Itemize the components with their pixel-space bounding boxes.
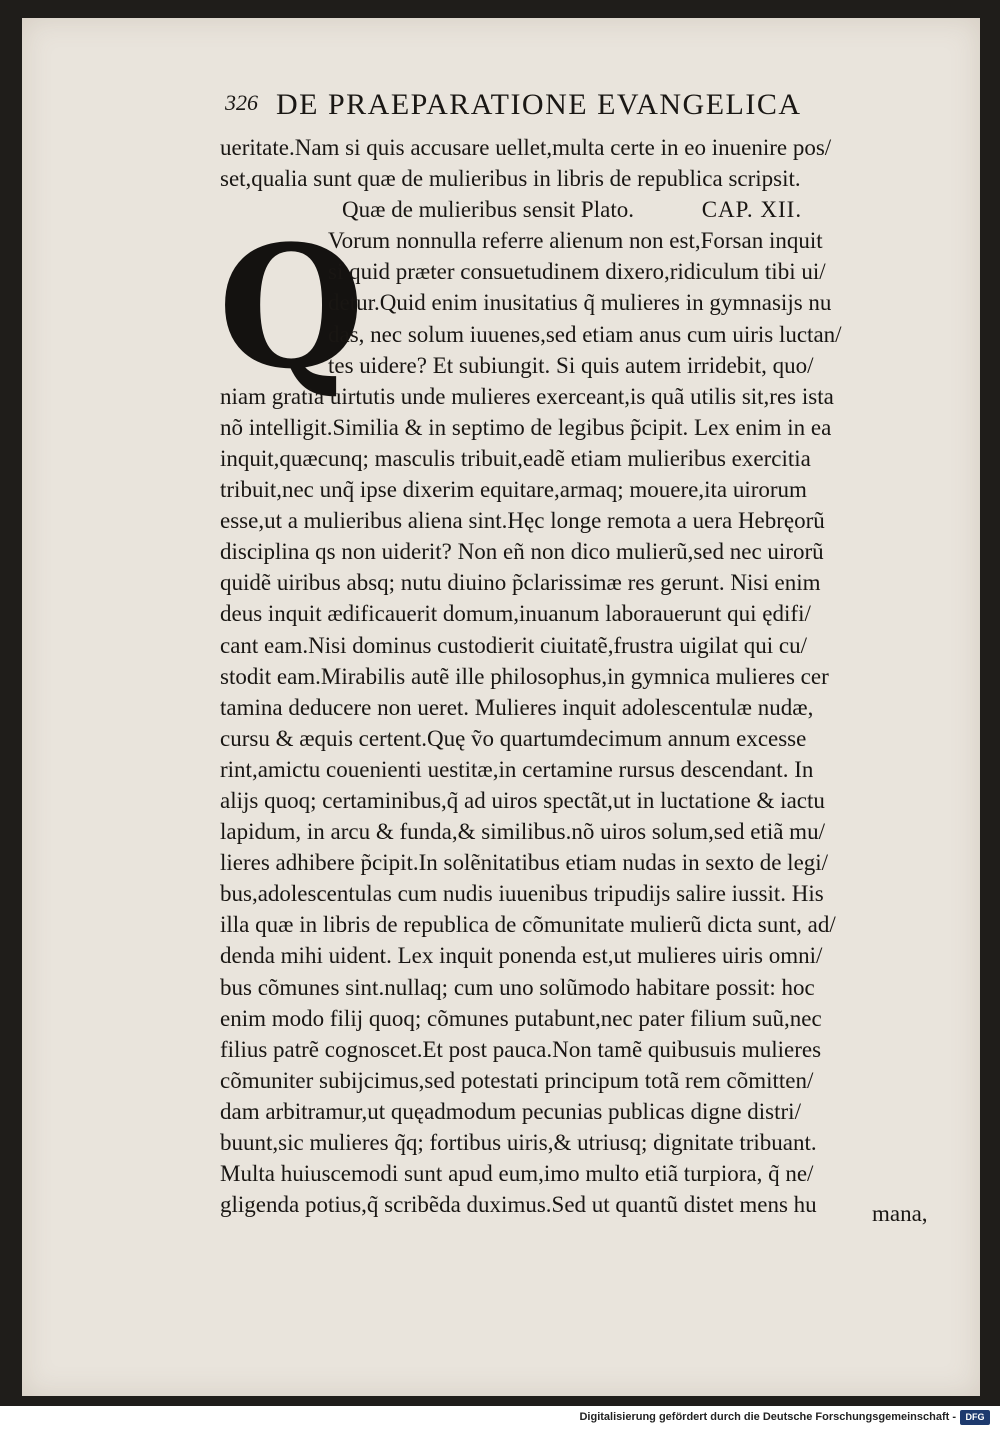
text-line: cant eam.Nisi dominus custodierit ciuitatẽ,frustra uigilat qui cu/ (220, 632, 807, 658)
text-line: disciplina qs non uiderit? Non eñ non dico mulierũ,sed nec uirorũ (220, 539, 824, 565)
text-line: enim modo filij quoq; cõmunes putabunt,nec pater filium suũ,nec (220, 1005, 822, 1031)
text-line: detur.Quid enim inusitatius q̃ mulieres in gymnasijs nu (328, 290, 832, 316)
dfg-logo: DFG (960, 1410, 990, 1425)
body-text (220, 132, 940, 1220)
text-line: bus cõmunes sint.nullaq; cum uno solũmodo habitare possit: hoc (220, 974, 815, 1000)
footer-bar (0, 1406, 1000, 1430)
page-header (225, 88, 965, 122)
text-line: deus inquit ædificauerit domum,inuanum laborauerunt qui ędifi/ (220, 601, 811, 627)
chapter-title: Quæ de mulieribus sensit Plato. (342, 197, 634, 223)
text-line: dam arbitramur,ut quęadmodum pecunias publicas digne distri/ (220, 1098, 801, 1124)
text-line: buunt,sic mulieres q̃q; fortibus uiris,& utriusq; dignitate tribuant. (220, 1130, 817, 1155)
text-line: filius patrẽ cognoscet.Et post pauca.Non tamẽ quibusuis mulieres (220, 1036, 822, 1062)
funding-credit: Digitalisierung gefördert durch die Deutsche Forschungsgemeinschaft - (579, 1411, 956, 1423)
drop-cap-initial: Q (218, 208, 365, 406)
text-line: bus,adolescentulas cum nudis iuuenibus tripudijs salire iussit. His (220, 881, 824, 907)
text-line: si quid præter consuetudinem dixero,ridiculum tibi ui/ (328, 259, 826, 285)
text-line: gligenda potius,q̃ scribẽda duximus.Sed ut quantũ distet mens hu (220, 1192, 817, 1218)
text-line: esse,ut a mulieribus aliena sint.Hęc longe remota a uera Hebręorũ (220, 508, 825, 534)
text-line: cursu & æquis certent.Quę ṽo quartumdecimum annum excesse (220, 725, 807, 751)
catchword: mana, (872, 1201, 928, 1226)
text-line: denda mihi uident. Lex inquit ponenda est,ut mulieres uiris omni/ (220, 943, 823, 969)
text-line: set,qualia sunt quæ de mulieribus in libris de republica scripsit. (220, 166, 801, 192)
text-line: nõ intelligit.Similia & in septimo de legibus p̃cipit. Lex enim in ea (220, 414, 832, 440)
text-line: lapidum, in arcu & funda,& similibus.nõ uiros solum,sed etiã mu/ (220, 819, 825, 845)
chapter-number: CAP. XII. (701, 197, 803, 223)
text-line: niam gratia uirtutis unde mulieres exerceant,is quã utilis sit,res ista (220, 383, 834, 409)
running-title: DE PRAEPARATIONE EVANGELICA (276, 88, 802, 121)
text-line: das, nec solum iuuenes,sed etiam anus cum uiris luctan/ (328, 321, 842, 347)
text-line: rint,amictu couenienti uestitæ,in certamine rursus descendant. In (220, 756, 814, 782)
text-line: lieres adhibere p̃cipit.In solẽnitatibus etiam nudas in sexto de legi/ (220, 850, 829, 876)
text-line: ueritate.Nam si quis accusare uellet,multa certe in eo inuenire pos/ (220, 135, 832, 160)
text-line: tes uidere? Et subiungit. Si quis autem irridebit, quo/ (328, 352, 814, 378)
text-line: Multa huiuscemodi sunt apud eum,imo multo etiã turpiora, q̃ ne/ (220, 1161, 814, 1187)
text-line: Vorum nonnulla referre alienum non est,Forsan inquit (328, 228, 823, 254)
text-line: stodit eam.Mirabilis autẽ ille philosophus,in gymnica mulieres cer (220, 663, 829, 689)
text-line: cõmuniter subijcimus,sed potestati principum totã rem cõmitten/ (220, 1067, 814, 1093)
text-line: illa quæ in libris de republica de cõmunitate mulierũ dicta sunt, ad/ (220, 912, 836, 938)
text-line: inquit,quæcunq; masculis tribuit,eadẽ etiam mulieribus exercitia (220, 445, 811, 471)
text-line: alijs quoq; certaminibus,q̃ ad uiros spectãt,ut in luctatione & iactu (220, 787, 825, 813)
text-line: tamina deducere non ueret. Mulieres inquit adolescentulæ nudæ, (220, 694, 814, 720)
text-line: quidẽ uiribus absq; nutu diuino p̃clarissimæ res gerunt. Nisi enim (220, 570, 821, 596)
page-number: 326 (225, 90, 258, 115)
chapter-heading (220, 194, 940, 225)
text-line: tribuit,nec unq̃ ipse dixerim equitare,armaq; mouere,ita uirorum (220, 477, 807, 503)
